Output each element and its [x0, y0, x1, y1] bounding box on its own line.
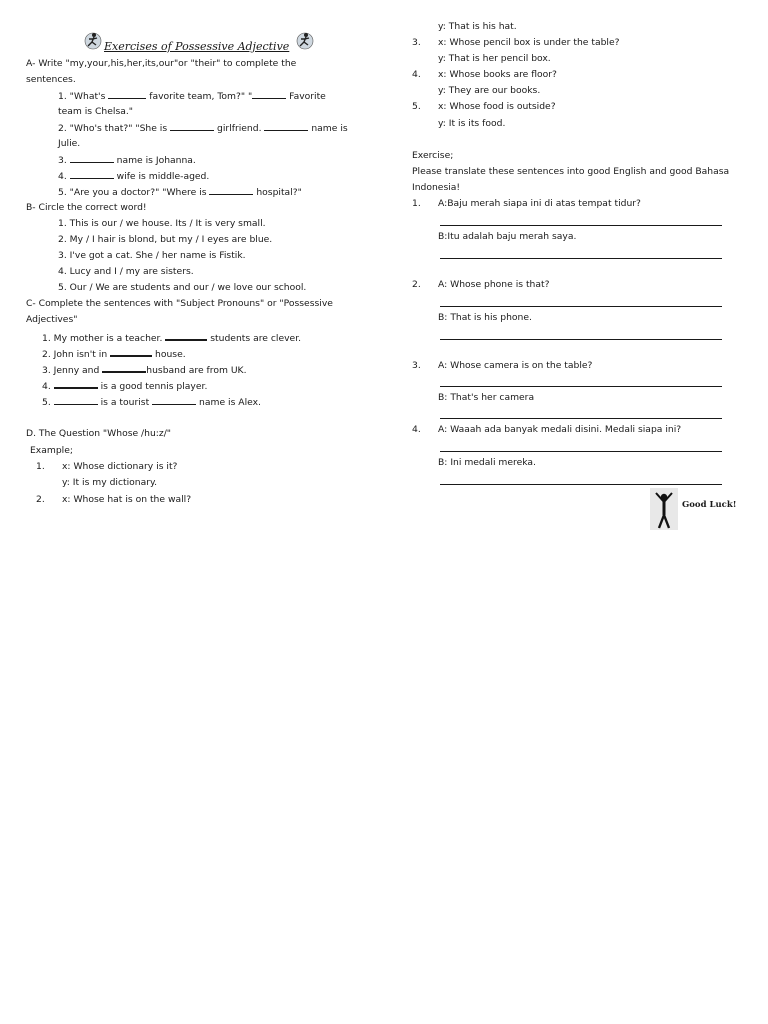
runner-ornament-icon — [84, 30, 102, 52]
section-d-example-label: Example; — [30, 445, 73, 456]
answer-line[interactable] — [440, 258, 722, 259]
cheering-person-icon — [650, 488, 678, 530]
answer-blank[interactable] — [54, 377, 98, 389]
example-5-question: 5. x: Whose food is outside? — [412, 101, 556, 112]
section-c-instruction-cont: Adjectives" — [26, 314, 78, 325]
answer-blank[interactable] — [70, 168, 114, 179]
exercise-2-b: B: That is his phone. — [438, 312, 532, 323]
section-a-item-2-cont: Julie. — [58, 138, 81, 149]
worksheet-title-row — [84, 30, 320, 58]
section-a-instruction-cont: sentences. — [26, 74, 76, 85]
answer-line[interactable] — [440, 225, 722, 226]
section-b-item-5: 5. Our / We are students and our / we love our school. — [58, 282, 307, 293]
example-3-question: 3. x: Whose pencil box is under the table? — [412, 37, 620, 48]
answer-line[interactable] — [440, 451, 722, 452]
section-a-item-2: 2. "Who's that?" "She is girlfriend. name is — [58, 120, 348, 137]
good-luck-badge — [650, 488, 737, 530]
section-c-item-1: 1. My mother is a teacher. students are clever. — [42, 329, 301, 347]
answer-line[interactable] — [440, 418, 722, 419]
answer-blank[interactable] — [54, 394, 98, 405]
exercise-4-a: 4. A: Waaah ada banyak medali disini. Medali siapa ini? — [412, 424, 682, 435]
answer-blank[interactable] — [252, 88, 286, 99]
answer-line[interactable] — [440, 306, 722, 307]
section-a-item-4: 4. wife is middle-aged. — [58, 168, 209, 185]
section-b-item-1: 1. This is our / we house. Its / It is very small. — [58, 218, 266, 229]
exercise-3-a: 3. A: Whose camera is on the table? — [412, 360, 593, 371]
section-b-item-3: 3. I've got a cat. She / her name is Fistik. — [58, 250, 246, 261]
good-luck-text: Good Luck! — [682, 500, 737, 510]
section-b-instruction: B- Circle the correct word! — [26, 202, 147, 213]
example-1-question: 1. x: Whose dictionary is it? — [36, 461, 178, 472]
exercise-2-a: 2. A: Whose phone is that? — [412, 279, 550, 290]
section-c-item-5: 5. is a tourist name is Alex. — [42, 394, 261, 411]
exercise-instruction-cont: Indonesia! — [412, 182, 461, 193]
example-2-answer: y: That is his hat. — [438, 21, 517, 32]
answer-blank[interactable] — [165, 329, 207, 341]
section-c-instruction: C- Complete the sentences with "Subject Pronouns" or "Possessive — [26, 298, 333, 309]
section-c-item-3: 3. Jenny and husband are from UK. — [42, 361, 246, 379]
exercise-3-b: B: That's her camera — [438, 392, 535, 403]
answer-line[interactable] — [440, 339, 722, 340]
exercise-1-b: B:Itu adalah baju merah saya. — [438, 231, 577, 242]
answer-blank[interactable] — [152, 394, 196, 405]
example-5-answer: y: It is its food. — [438, 118, 506, 129]
answer-blank[interactable] — [170, 120, 214, 131]
section-a-item-1-cont: team is Chelsa." — [58, 106, 134, 117]
answer-blank[interactable] — [70, 152, 114, 163]
answer-line[interactable] — [440, 484, 722, 485]
example-4-answer: y: They are our books. — [438, 85, 541, 96]
section-b-item-4: 4. Lucy and I / my are sisters. — [58, 266, 194, 277]
example-4-question: 4. x: Whose books are floor? — [412, 69, 557, 80]
section-a-item-3: 3. name is Johanna. — [58, 152, 196, 169]
section-a-item-1: 1. "What's favorite team, Tom?" " Favorite — [58, 88, 326, 105]
exercise-instruction: Please translate these sentences into good English and good Bahasa — [412, 166, 730, 177]
exercise-1-a: 1. A:Baju merah siapa ini di atas tempat tidur? — [412, 198, 641, 209]
answer-blank[interactable] — [102, 361, 146, 373]
section-d-heading: D. The Question "Whose /hu:z/" — [26, 428, 172, 439]
answer-blank[interactable] — [108, 88, 146, 99]
example-2-question: 2. x: Whose hat is on the wall? — [36, 494, 192, 505]
example-3-answer: y: That is her pencil box. — [438, 53, 551, 64]
section-c-item-4: 4. is a good tennis player. — [42, 377, 207, 395]
example-1-answer: y: It is my dictionary. — [62, 477, 158, 488]
answer-blank[interactable] — [264, 120, 308, 131]
section-a-item-5: 5. "Are you a doctor?" "Where is hospital?" — [58, 184, 302, 201]
exercise-4-b: B: Ini medali mereka. — [438, 457, 536, 468]
section-a-instruction: A- Write "my,your,his,her,its,our"or "their" to complete the — [26, 58, 297, 69]
runner-ornament-icon — [296, 30, 314, 52]
exercise-heading: Exercise; — [412, 150, 454, 161]
section-c-item-2: 2. John isn't in house. — [42, 345, 186, 363]
answer-blank[interactable] — [110, 345, 152, 357]
answer-blank[interactable] — [209, 184, 253, 195]
section-b-item-2: 2. My / I hair is blond, but my / I eyes are blue. — [58, 234, 273, 245]
answer-line[interactable] — [440, 386, 722, 387]
worksheet-title: Exercises of Possessive Adjective — [104, 40, 290, 53]
